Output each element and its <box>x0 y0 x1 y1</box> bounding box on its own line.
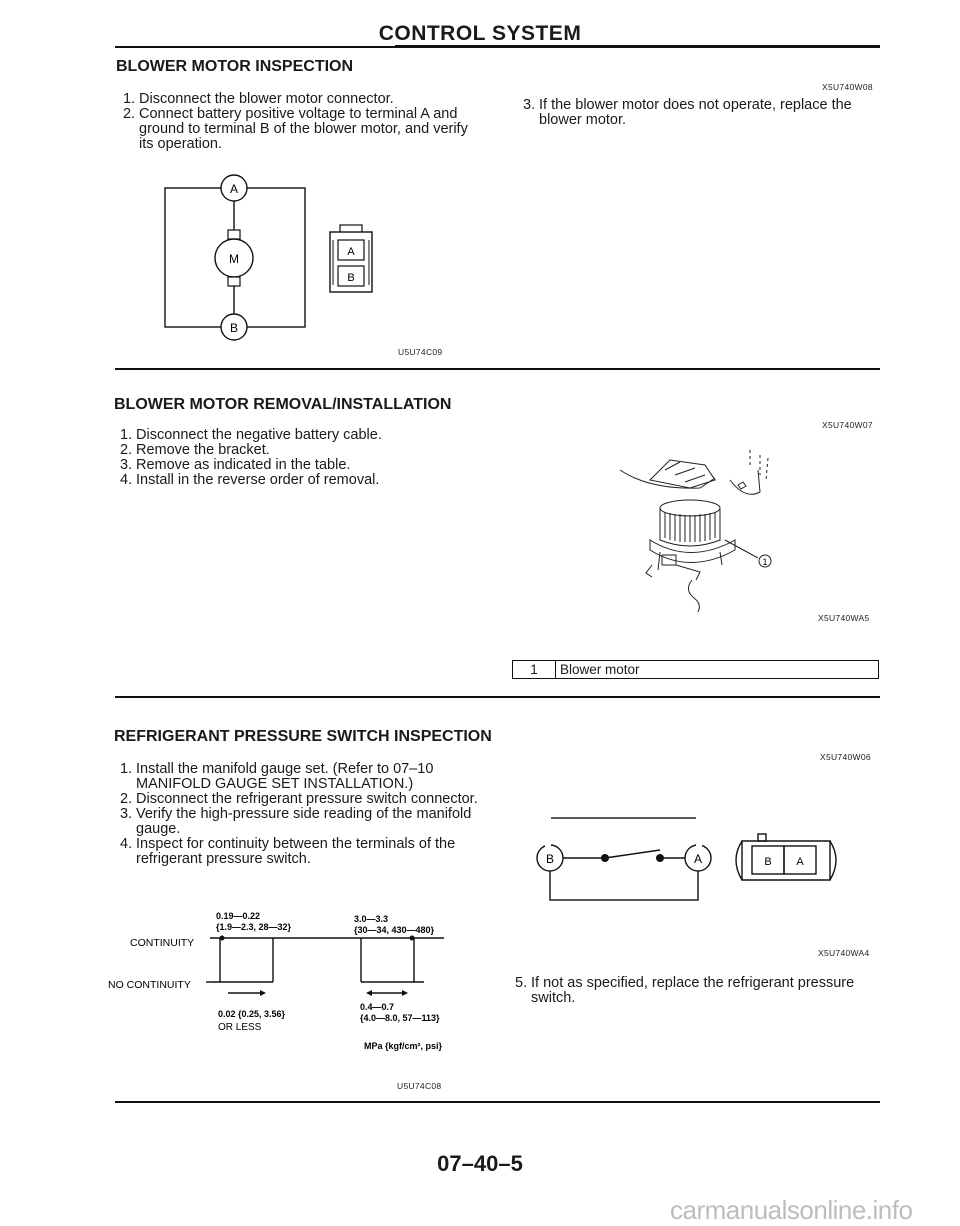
switch-terminal-a: A <box>693 852 703 866</box>
page-number: 07–40–5 <box>437 1151 523 1176</box>
connector-terminal-a: A <box>796 856 804 868</box>
blower-inspection-steps <box>123 92 483 152</box>
callout-1: 1 <box>762 557 768 567</box>
section-title-pressure-switch: REFRIGERANT PRESSURE SWITCH INSPECTION <box>114 728 492 745</box>
section-title-blower-inspection: BLOWER MOTOR INSPECTION <box>116 58 354 75</box>
step: 4. Inspect for continuity between the terminals of the refrigerant pressure switch. <box>120 836 456 867</box>
page-header: CONTROL SYSTEM <box>378 22 582 45</box>
no-continuity-label: NO CONTINUITY <box>108 979 191 991</box>
figure-code: U5U74C09 <box>398 347 443 357</box>
section-divider <box>115 368 880 370</box>
connector-terminal-b: B <box>347 272 355 284</box>
pressure-switch-steps <box>120 762 480 867</box>
section-code: X5U740W07 <box>822 420 873 430</box>
step: 3. Remove as indicated in the table. <box>120 457 351 473</box>
figure-code: X5U740WA4 <box>818 948 870 958</box>
step: 1. Disconnect the blower motor connector. <box>123 91 394 107</box>
terminal-b-label: B <box>229 321 239 335</box>
high-off-value: 3.0—3.3 <box>354 914 389 924</box>
pressure-continuity-graph <box>100 910 500 1060</box>
blower-motor-illustration <box>610 440 790 620</box>
connector-terminal-b: B <box>764 856 772 868</box>
switch-terminal-b: B <box>545 852 555 866</box>
parts-table-no: 1 <box>513 661 556 678</box>
step: 4. Install in the reverse order of removal. <box>120 472 380 488</box>
step: 2. Connect battery positive voltage to terminal A and ground to terminal B of the blower motor, and verify its operation. <box>123 106 468 152</box>
continuity-label: CONTINUITY <box>130 937 195 949</box>
section-divider <box>115 1101 880 1103</box>
low-hysteresis: 0.02 {0.25, 3.56} <box>218 1009 286 1019</box>
step: 3. Verify the high-pressure side reading of the manifold gauge. <box>120 806 472 837</box>
high-hysteresis-alt: {4.0—8.0, 57—113} <box>360 1013 440 1023</box>
figure-code: X5U740WA5 <box>818 613 870 623</box>
section-code: X5U740W08 <box>822 82 873 92</box>
step: 2. Disconnect the refrigerant pressure switch connector. <box>120 791 478 807</box>
parts-table-part: Blower motor <box>560 662 640 677</box>
high-off-alt: {30—34, 430—480} <box>354 925 435 935</box>
section-title-blower-removal: BLOWER MOTOR REMOVAL/INSTALLATION <box>114 396 452 413</box>
blower-removal-steps <box>120 428 460 488</box>
pressure-switch-step-5: 5. If not as specified, replace the refrigerant pressure switch. <box>515 975 855 1006</box>
high-hysteresis: 0.4—0.7 <box>360 1002 395 1012</box>
section-code: X5U740W06 <box>820 752 871 762</box>
step: 1. Disconnect the negative battery cable. <box>120 427 382 443</box>
parts-table <box>512 660 879 679</box>
low-on-alt: {1.9—2.3, 28—32} <box>216 922 292 932</box>
low-on-value: 0.19—0.22 <box>216 911 261 921</box>
step: 2. Remove the bracket. <box>120 442 270 458</box>
watermark: carmanualsonline.info <box>670 1195 913 1225</box>
pressure-unit: MPa {kgf/cm², psi} <box>364 1041 443 1051</box>
step: 1. Install the manifold gauge set. (Refer to 07–10 MANIFOLD GAUGE SET INSTALLATION.) <box>120 761 434 792</box>
header-rule-thick <box>395 45 880 48</box>
blower-motor-circuit-figure <box>150 170 410 355</box>
pressure-switch-figure <box>530 810 860 910</box>
connector-terminal-a: A <box>347 246 355 258</box>
blower-inspection-step-3: 3. If the blower motor does not operate, replace the blower motor. <box>523 97 852 128</box>
terminal-a-label: A <box>229 182 239 196</box>
motor-label: M <box>229 252 239 266</box>
section-divider <box>115 696 880 698</box>
low-hysteresis-note: OR LESS <box>218 1022 262 1033</box>
figure-code: U5U74C08 <box>397 1081 442 1091</box>
